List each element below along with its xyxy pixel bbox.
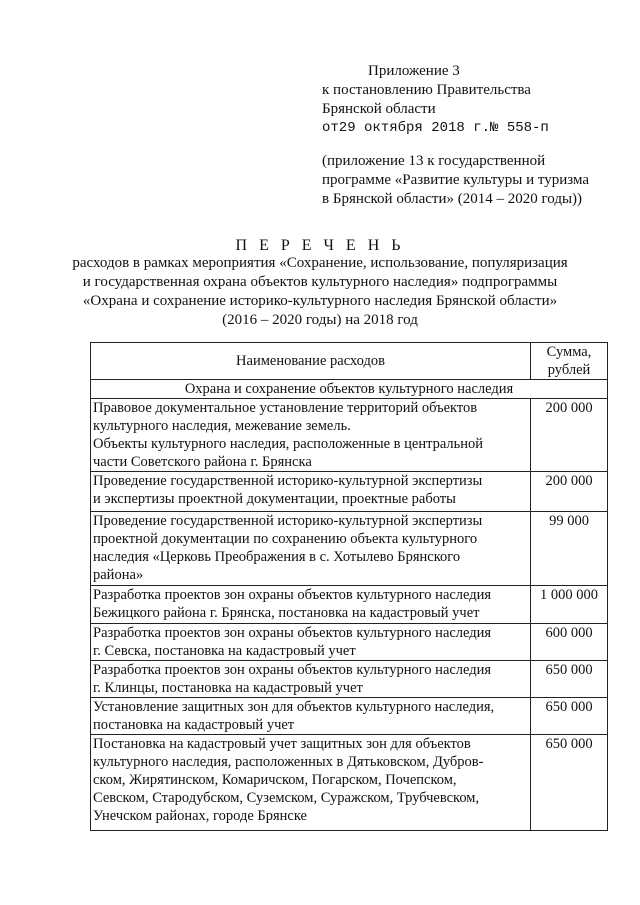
- expense-sum: 99 000: [531, 512, 608, 586]
- expense-name: [91, 698, 531, 735]
- expense-name-line: культурного наследия, расположенных в Дятьковском, Дубров-: [93, 754, 484, 770]
- table-row: [91, 512, 608, 586]
- expense-name-line: проектной документации по сохранению объекта культурного: [93, 531, 478, 547]
- expenses-table: [90, 342, 608, 831]
- expense-name: [91, 624, 531, 661]
- appendix-header: [322, 62, 589, 209]
- expense-name-line: Разработка проектов зон охраны объектов культурного наследия: [93, 662, 492, 678]
- table-row: [91, 624, 608, 661]
- appendix-date: от29 октября 2018 г.№ 558-п: [322, 120, 549, 136]
- table-header-row: [91, 343, 608, 380]
- subtitle-line: расходов в рамках мероприятия «Сохранение, использование, популяризация: [72, 255, 568, 271]
- expense-name: [91, 661, 531, 698]
- section-title: Охрана и сохранение объектов культурного наследия: [91, 380, 608, 399]
- expense-name-line: г. Клинцы, постановка на кадастровый учет: [93, 680, 363, 696]
- expense-name-line: ском, Жирятинском, Комаричском, Погарском, Почепском,: [93, 772, 457, 788]
- expense-sum: 1 000 000: [531, 586, 608, 624]
- table-row: [91, 735, 608, 831]
- expense-name-line: Разработка проектов зон охраны объектов культурного наследия: [93, 587, 492, 603]
- table-row: [91, 661, 608, 698]
- subtitle-line: «Охрана и сохранение историко-культурного наследия Брянской области»: [82, 293, 558, 309]
- expense-name-line: наследия «Церковь Преображения в с. Хотылево Брянского: [93, 549, 461, 565]
- appendix-line2: к постановлению Правительства: [322, 82, 531, 98]
- expense-sum: 600 000: [531, 624, 608, 661]
- column-header-sum-line: Сумма,: [546, 344, 592, 360]
- expense-sum: 650 000: [531, 698, 608, 735]
- expense-name-line: части Советского района г. Брянска: [93, 454, 312, 470]
- expense-name-line: Правовое документальное установление территорий объектов: [93, 400, 478, 416]
- expense-name: [91, 735, 531, 831]
- expense-name-line: Постановка на кадастровый учет защитных зон для объектов: [93, 736, 471, 752]
- expense-name-line: Проведение государственной историко-культурной экспертизы: [93, 473, 483, 489]
- column-header-sum-line: рублей: [547, 362, 591, 378]
- subtitle-line: (2016 – 2020 годы) на 2018 год: [222, 312, 418, 328]
- expense-name-line: культурного наследия, межевание земель.: [93, 418, 351, 434]
- table-row: [91, 698, 608, 735]
- section-row: [91, 380, 608, 399]
- expense-name-line: Объекты культурного наследия, расположенные в центральной: [93, 436, 484, 452]
- appendix-ref1: (приложение 13 к государственной: [322, 153, 546, 169]
- expense-name-line: Севском, Стародубском, Суземском, Суражском, Трубчевском,: [93, 790, 480, 806]
- document-subtitle: [40, 254, 600, 330]
- expense-sum: 200 000: [531, 399, 608, 472]
- column-header-name: Наименование расходов: [91, 343, 531, 380]
- expense-name: [91, 472, 531, 512]
- expense-name-line: Проведение государственной историко-культурной экспертизы: [93, 513, 483, 529]
- expense-sum: 650 000: [531, 661, 608, 698]
- expense-name-line: и экспертизы проектной документации, проектные работы: [93, 491, 456, 507]
- expense-name-line: Разработка проектов зон охраны объектов культурного наследия: [93, 625, 492, 641]
- expense-name-line: постановка на кадастровый учет: [93, 717, 295, 733]
- appendix-ref2: программе «Развитие культуры и туризма: [322, 172, 590, 188]
- subtitle-line: и государственная охрана объектов культурного наследия» подпрограммы: [82, 274, 558, 290]
- expense-sum: 650 000: [531, 735, 608, 831]
- expense-name-line: района»: [93, 567, 144, 583]
- expense-sum: 200 000: [531, 472, 608, 512]
- expense-name-line: Унечском районах, городе Брянске: [93, 808, 307, 824]
- expense-name: [91, 586, 531, 624]
- expense-name-line: г. Севска, постановка на кадастровый учет: [93, 643, 356, 659]
- table-row: [91, 399, 608, 472]
- table-row: [91, 472, 608, 512]
- column-header-sum: [531, 343, 608, 380]
- expense-name-line: Бежицкого района г. Брянска, постановка на кадастровый учет: [93, 605, 480, 621]
- appendix-number: Приложение 3: [368, 63, 460, 79]
- table-row: [91, 586, 608, 624]
- appendix-line3: Брянской области: [322, 101, 436, 117]
- expense-name: [91, 399, 531, 472]
- document-title: П Е Р Е Ч Е Н Ь: [235, 237, 405, 254]
- appendix-ref3: в Брянской области» (2014 – 2020 годы)): [322, 191, 583, 207]
- expense-name-line: Установление защитных зон для объектов культурного наследия,: [93, 699, 495, 715]
- expense-name: [91, 512, 531, 586]
